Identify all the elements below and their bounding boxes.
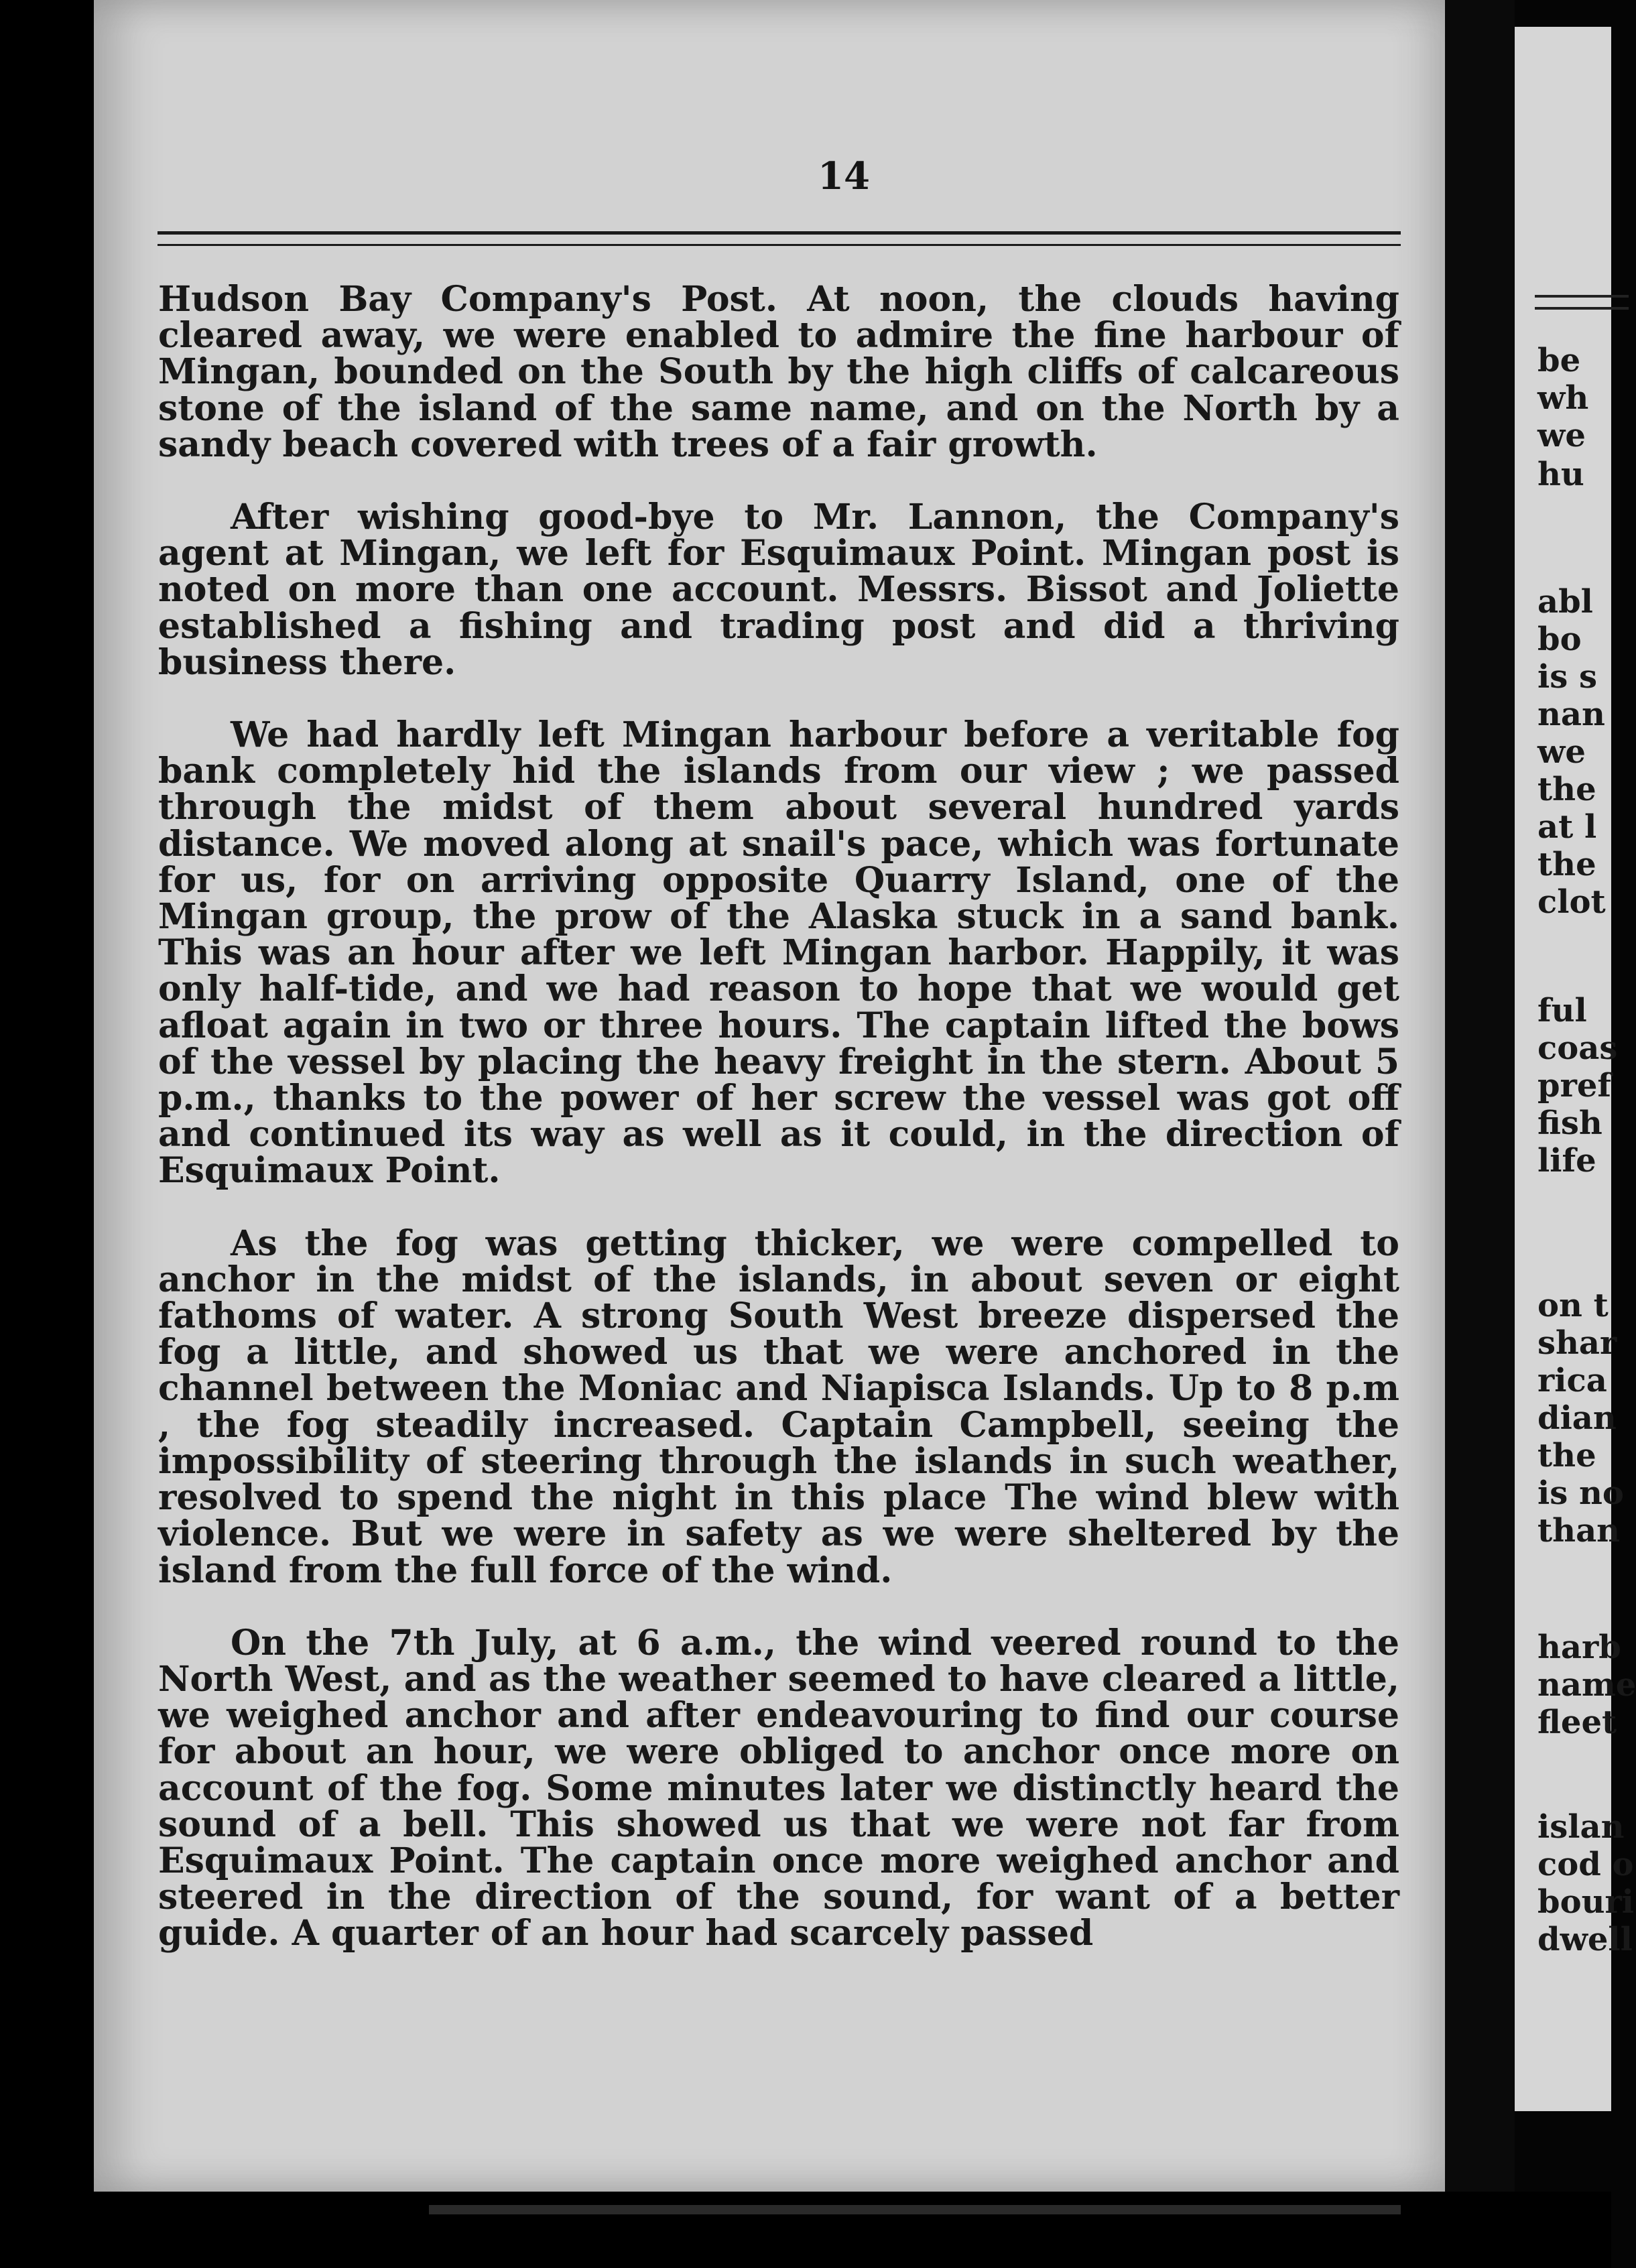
facing-fragment: is no (1537, 1474, 1624, 1512)
facing-fragment: bo (1537, 621, 1582, 658)
bottom-scan-margin (0, 2192, 1611, 2268)
facing-fragment: the (1537, 771, 1596, 808)
facing-fragment: rica (1537, 1362, 1607, 1399)
facing-fragment: coas (1537, 1029, 1618, 1067)
paragraph-3: We had hardly left Mingan harbour before a veritable fog bank completely hid the islands from our view ; we passed through the midst of them about several hundred yards distance. We moved along at snail's pace, which was fortunate for us, for on arriving opposite Quarry Island, one of the Mingan group, the prow of the Alaska stuck in a sand bank. This was an hour after we left Mingan harbor. Happily, it was only half-tide, and we had reason to hope that we would get afloat again in two or three hours. The captain lifted the bows of the vessel by placing the heavy freight in the stern. About 5 p.m., thanks to the power of her screw the vessel was got off and continued its way as well as it could, in the direction of Esquimaux Point. (158, 714, 1399, 1192)
page-bottom-edge (429, 2205, 1401, 2214)
facing-fragment: on t (1537, 1287, 1609, 1324)
paragraph-5: On the 7th July, at 6 a.m., the wind veered round to the North West, and as the weather seemed to have cleared a little, we weighed anchor and after endeavouring to find our course for about an hour, we were obliged to anchor once more on account of the fog. Some minutes later we distinctly heard the sound of a bell. This showed us that we were not far from Esquimaux Point. The captain once more weighed anchor and steered in the direction of the sound, for want of a better guide. A quarter of an hour had scarcely passed (158, 1622, 1399, 1954)
facing-fragment: the (1537, 1437, 1596, 1474)
header-rule-thick (158, 231, 1401, 235)
facing-fragment: bouri (1537, 1883, 1634, 1921)
facing-fragment: dwell (1537, 1921, 1633, 1958)
paragraph-4: As the fog was getting thicker, we were compelled to anchor in the midst of the islands, in about seven or eight fathoms of water. A strong South West breeze dispersed the fog a little, and showed us that we were anchored in the channel between the Moniac and Niapisca Islands. Up to 8 p.m , the fog steadily increased. Captain Campbell, seeing the impossibility of steering through the islands in such weather, resolved to spend the night in this place The wind blew with violence. But we were in safety as we were sheltered by the island from the full force of the wind. (158, 1222, 1399, 1591)
paragraph-1: Hudson Bay Company's Post. At noon, the clouds having cleared away, we were enabled to admire the fine harbour of Mingan, bounded on the South by the high cliffs of calcareous stone of the island of the same name, and on the North by a sandy beach covered with trees of a fair growth. (158, 279, 1399, 465)
facing-fragment: fleet (1537, 1704, 1617, 1741)
facing-page-rule (1535, 295, 1629, 298)
facing-fragment: nan (1537, 696, 1605, 733)
facing-fragment: clot (1537, 883, 1606, 921)
facing-fragment: cod o (1537, 1846, 1634, 1883)
facing-fragment: be (1537, 342, 1581, 379)
facing-fragment: is s (1537, 658, 1597, 696)
facing-fragment: we (1537, 733, 1586, 771)
facing-fragment: name (1537, 1666, 1636, 1704)
facing-fragment: abl (1537, 583, 1593, 621)
facing-fragment: the (1537, 846, 1596, 883)
facing-fragment: hu (1537, 456, 1584, 493)
page-number: 14 (818, 154, 870, 198)
facing-fragment: than (1537, 1512, 1621, 1550)
facing-fragment: ful (1537, 992, 1587, 1029)
facing-fragment: harb (1537, 1629, 1621, 1666)
facing-fragment: shar (1537, 1324, 1617, 1362)
facing-fragment: we (1537, 417, 1586, 454)
facing-page-rule (1535, 307, 1629, 310)
facing-fragment: dian (1537, 1399, 1617, 1437)
facing-fragment: pref (1537, 1067, 1612, 1105)
facing-fragment: wh (1537, 379, 1589, 417)
paragraph-2: After wishing good-bye to Mr. Lannon, the Company's agent at Mingan, we left for Esquimaux Point. Mingan post is noted on more than one account. Messrs. Bissot and Joliette established a fishing and trading post and did a thriving business there. (158, 497, 1399, 683)
left-scan-margin (0, 0, 94, 2268)
body-text (158, 281, 1399, 1952)
facing-fragment: at l (1537, 808, 1597, 846)
header-rule-thin (158, 244, 1401, 246)
facing-fragment: life (1537, 1142, 1596, 1180)
facing-fragment: fish (1537, 1105, 1602, 1142)
facing-fragment: islan (1537, 1808, 1625, 1846)
facing-page (1515, 27, 1636, 2111)
book-gutter (1445, 0, 1515, 2268)
